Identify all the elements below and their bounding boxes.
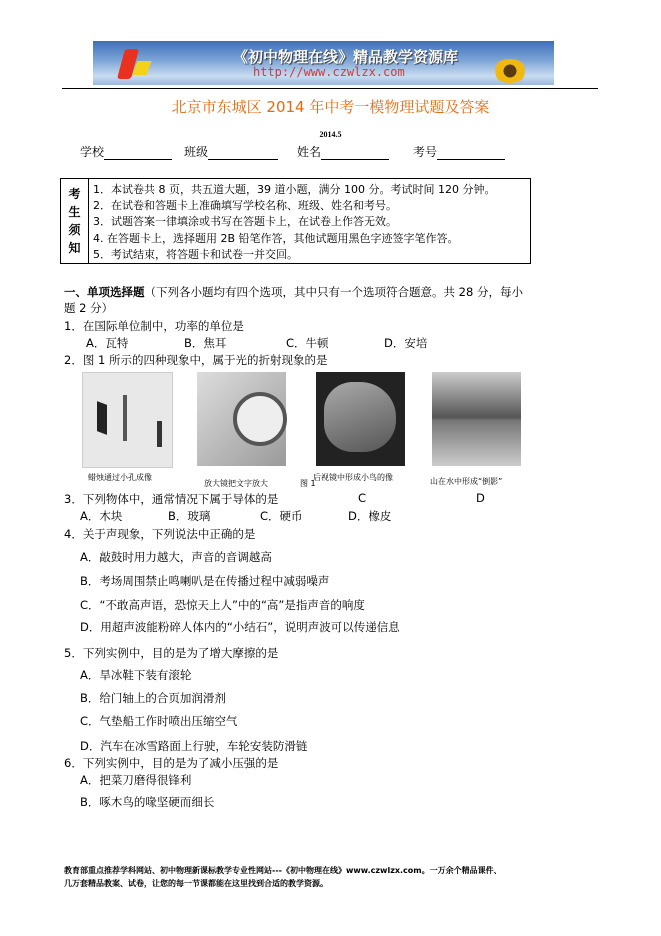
question-1: 1．在国际单位制中，功率的单位是	[64, 319, 244, 333]
caption: 放大镜把文字放大	[204, 479, 268, 488]
notice-label: 考 生 须 知	[61, 179, 89, 263]
figure-letter: D	[476, 491, 485, 505]
option: B．啄木鸟的喙坚硬而细长	[80, 795, 215, 809]
option: A．木块	[80, 509, 123, 523]
notice-item: 2．在试卷和答题卡上准确填写学校名称、班级、姓名和考号。	[93, 199, 397, 212]
mirror-image	[316, 372, 405, 466]
figure-label: 图 1	[300, 479, 316, 488]
question-3: 3．下列物体中，通常情况下属于导体的是	[64, 492, 279, 506]
option: C．气垫船工作时喷出压缩空气	[80, 714, 238, 728]
page-title: 北京市东城区 2014 年中考一模物理试题及答案	[171, 98, 490, 116]
footer-line: 教育部重点推荐学科网站、初中物理新课标教学专业性网站---《初中物理在线》www.czwlzx.com。一万余个精品课件、	[64, 866, 502, 875]
section-heading: 一、单项选择题（下列各小题均有四个选项，其中只有一个选项符合题意。共 28 分，每小	[64, 285, 523, 299]
footer-line: 几万套精品教案、试卷，让您的每一节课都能在这里找到合适的教学资源。	[64, 879, 328, 888]
pinhole-image	[82, 372, 173, 468]
notice-item: 4. 在答题卡上，选择题用 2B 铅笔作答，其他试题用黑色字迹签字笔作答。	[93, 232, 459, 245]
field-school: 学校	[80, 143, 172, 160]
caption: 蜡烛通过小孔成像	[88, 473, 152, 482]
magnifier-image	[197, 372, 286, 466]
option: C．“不敢高声语，恐惊天上人”中的“高”是指声音的响度	[80, 598, 365, 612]
caption: 后视镜中形成小鸟的像	[313, 473, 393, 482]
option: B．考场周围禁止鸣喇叭是在传播过程中减弱噪声	[80, 574, 330, 588]
option: B．焦耳	[184, 336, 227, 350]
field-name: 姓名	[297, 143, 389, 160]
notice-item: 5．考试结束，将答题卡和试卷一并交回。	[93, 248, 298, 261]
notice-item: 1．本试卷共 8 页，共五道大题，39 道小题，满分 100 分。考试时间 120 分钟。	[93, 183, 496, 196]
option: A．把菜刀磨得很锋利	[80, 773, 192, 787]
section-desc: 题 2 分）	[64, 301, 114, 315]
banner-url: http://www.czwlzx.com	[253, 65, 405, 79]
option: B．给门轴上的合页加润滑剂	[80, 691, 226, 705]
site-banner	[93, 41, 554, 85]
question-5: 5．下列实例中，目的是为了增大摩擦的是	[64, 646, 279, 660]
field-class: 班级	[184, 143, 278, 160]
option: C．牛顿	[286, 336, 329, 350]
question-4: 4．关于声现象，下列说法中正确的是	[64, 527, 256, 541]
exam-date: 2014.5	[319, 130, 342, 139]
option: C．硬币	[260, 509, 303, 523]
question-2: 2．图 1 所示的四种现象中，属于光的折射现象的是	[64, 353, 328, 367]
logo-icon	[132, 61, 151, 75]
option: A．敲鼓时用力越大，声音的音调越高	[80, 550, 272, 564]
header-rule	[62, 88, 598, 89]
field-exam-number: 考号	[413, 143, 505, 160]
banner-title: 《初中物理在线》精品教学资源库	[233, 48, 459, 66]
option: A．瓦特	[86, 336, 129, 350]
option: D．用超声波能粉碎人体内的“小结石”，说明声波可以传递信息	[80, 620, 400, 634]
figure-letter: C	[358, 491, 367, 505]
option: D．橡皮	[348, 509, 392, 523]
mountain-reflection-image	[432, 372, 521, 466]
caption: 山在水中形成“倒影”	[430, 477, 503, 486]
sunflower-icon	[493, 59, 527, 83]
exam-notice-box	[60, 178, 531, 264]
question-6: 6．下列实例中，目的是为了减小压强的是	[64, 756, 279, 770]
option: D．汽车在冰雪路面上行驶，车轮安装防滑链	[80, 739, 308, 753]
option: D．安培	[384, 336, 428, 350]
notice-item: 3．试题答案一律填涂或书写在答题卡上，在试卷上作答无效。	[93, 215, 397, 228]
option: B．玻璃	[168, 509, 211, 523]
option: A．旱冰鞋下装有滚轮	[80, 668, 192, 682]
